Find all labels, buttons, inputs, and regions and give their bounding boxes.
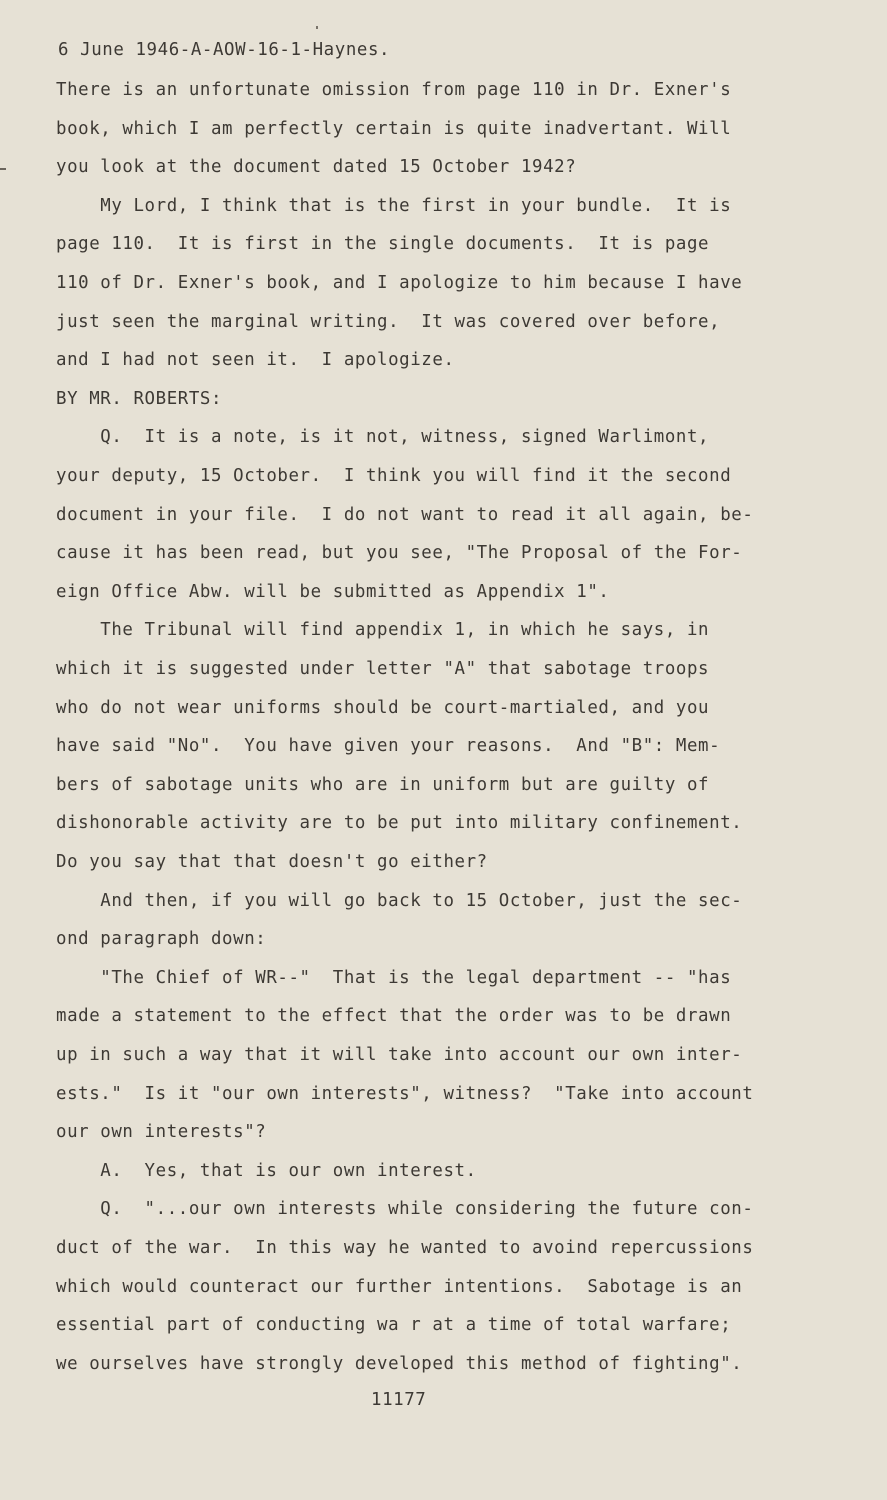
- text-line: The Tribunal will find appendix 1, in which he says, in: [56, 620, 710, 640]
- text-line: duct of the war. In this way he wanted to avoind repercussions: [56, 1238, 754, 1258]
- text-line: 110 of Dr. Exner's book, and I apologize to him because I have: [56, 273, 743, 293]
- text-line: There is an unfortunate omission from page 110 in Dr. Exner's: [56, 80, 732, 100]
- text-line: And then, if you will go back to 15 October, just the sec-: [56, 891, 743, 911]
- text-line: cause it has been read, but you see, "The Proposal of the For-: [56, 543, 743, 563]
- text-line: just seen the marginal writing. It was covered over before,: [56, 312, 721, 332]
- text-line: which it is suggested under letter "A" that sabotage troops: [56, 659, 710, 679]
- text-line: who do not wear uniforms should be court-martialed, and you: [56, 698, 710, 718]
- text-line: My Lord, I think that is the first in your bundle. It is: [56, 196, 732, 216]
- text-line: bers of sabotage units who are in uniform but are guilty of: [56, 775, 710, 795]
- text-line: book, which I am perfectly certain is quite inadvertant. Will: [56, 119, 732, 139]
- text-line: BY MR. ROBERTS:: [56, 389, 223, 409]
- text-line: your deputy, 15 October. I think you will find it the second: [56, 466, 732, 486]
- text-line: you look at the document dated 15 October 1942?: [56, 157, 577, 177]
- text-line: up in such a way that it will take into account our own inter-: [56, 1045, 743, 1065]
- text-line: essential part of conducting wa r at a time of total warfare;: [56, 1315, 732, 1335]
- text-line: "The Chief of WR--" That is the legal department -- "has: [56, 968, 732, 988]
- text-line: eign Office Abw. will be submitted as Appendix 1".: [56, 582, 610, 602]
- text-line: Q. "...our own interests while considering the future con-: [56, 1199, 754, 1219]
- text-line: our own interests"?: [56, 1122, 267, 1142]
- text-line: have said "No". You have given your reasons. And "B": Mem-: [56, 736, 721, 756]
- page-number: 11177: [371, 1390, 427, 1410]
- text-line: page 110. It is first in the single documents. It is page: [56, 234, 710, 254]
- text-line: Q. It is a note, is it not, witness, signed Warlimont,: [56, 427, 710, 447]
- text-line: A. Yes, that is our own interest.: [56, 1161, 477, 1181]
- text-line: we ourselves have strongly developed this method of fighting".: [56, 1354, 743, 1374]
- text-line: ond paragraph down:: [56, 929, 267, 949]
- paper-speck: [316, 26, 318, 29]
- text-line: made a statement to the effect that the order was to be drawn: [56, 1006, 732, 1026]
- text-line: ests." Is it "our own interests", witness? "Take into account: [56, 1084, 754, 1104]
- text-line: which would counteract our further intentions. Sabotage is an: [56, 1277, 743, 1297]
- header-line: 6 June 1946-A-AOW-16-1-Haynes.: [58, 40, 391, 60]
- margin-mark: [0, 168, 6, 170]
- text-line: Do you say that that doesn't go either?: [56, 852, 488, 872]
- text-line: dishonorable activity are to be put into military confinement.: [56, 813, 743, 833]
- text-line: and I had not seen it. I apologize.: [56, 350, 455, 370]
- text-line: document in your file. I do not want to read it all again, be-: [56, 505, 754, 525]
